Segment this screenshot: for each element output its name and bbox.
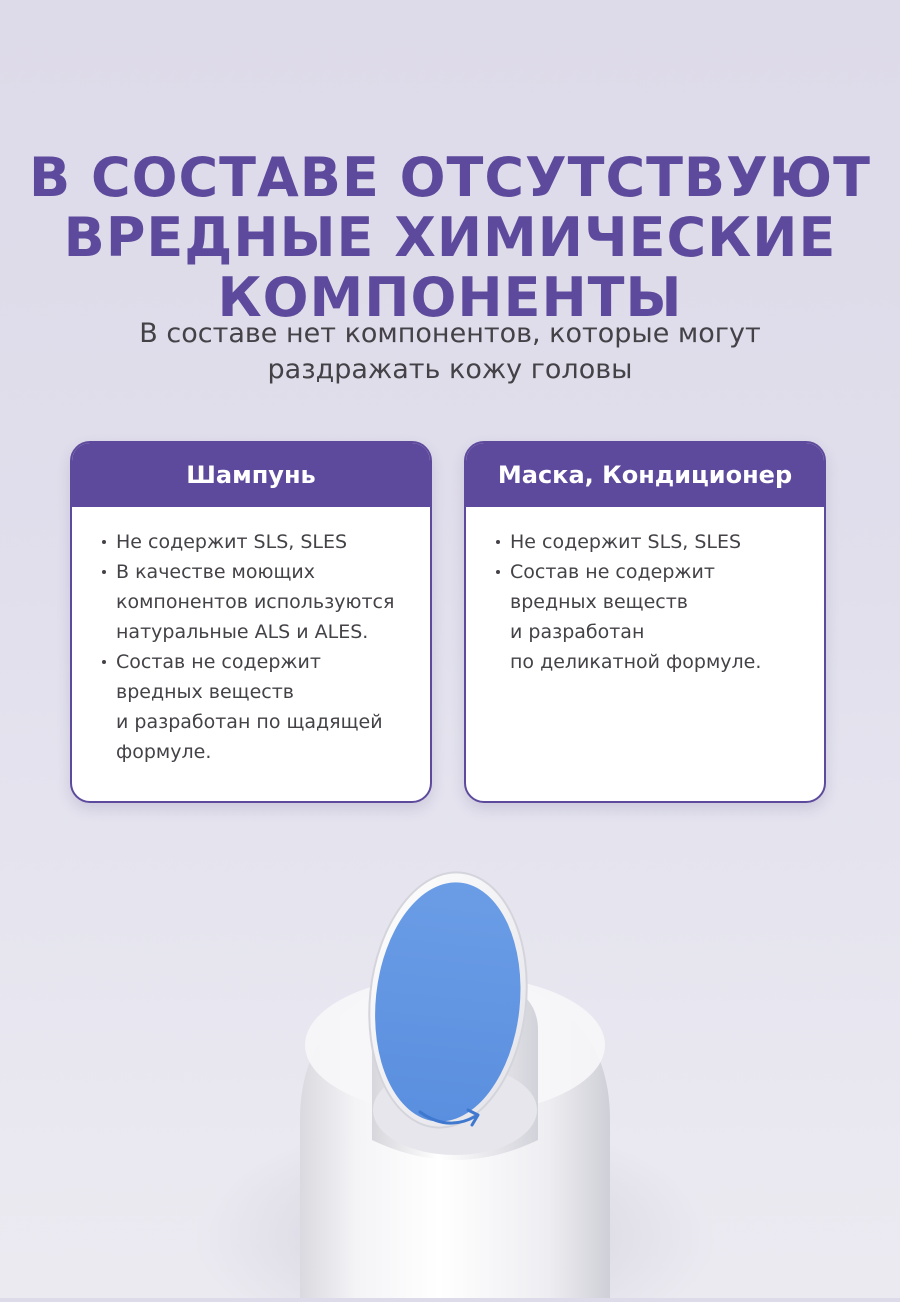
shampoo-card [70,441,432,803]
list-item-line: и разработан по щадящей [116,711,383,733]
subheadline-line: В составе нет компонентов, которые могут [139,318,761,349]
mask-conditioner-card-list [466,507,824,677]
list-item-line: вредных веществ [510,591,688,613]
headline-line: В СОСТАВЕ ОТСУТСТВУЮТ [29,146,871,210]
list-item-line: и разработан [510,621,645,643]
mask-conditioner-card [464,441,826,803]
subheadline-line: раздражать кожу головы [267,354,633,385]
list-item [100,527,414,557]
list-item [100,647,414,767]
shampoo-card-list [72,507,430,767]
headline-line: КОМПОНЕНТЫ [217,266,683,330]
list-item-line: по деликатной формуле. [510,651,762,673]
list-item-line: натуральные ALS и ALES. [116,621,369,643]
mask-conditioner-card-title: Маска, Кондиционер [466,443,824,507]
subheadline [0,316,900,388]
headline-line: ВРЕДНЫЕ ХИМИЧЕСКИЕ [63,206,837,270]
list-item-line: компонентов используются [116,591,395,613]
list-item-line: В качестве моющих [116,561,315,583]
list-item-line: Состав не содержит [116,651,321,673]
list-item-line: формуле. [116,741,212,763]
shampoo-card-title: Шампунь [72,443,430,507]
product-bottle-image [0,820,900,1298]
list-item [100,557,414,647]
list-item [494,527,808,557]
list-item [494,557,808,677]
list-item-line: Не содержит SLS, SLES [116,531,348,553]
list-item-line: Не содержит SLS, SLES [510,531,742,553]
headline [0,148,900,328]
list-item-line: Состав не содержит [510,561,715,583]
list-item-line: вредных веществ [116,681,294,703]
